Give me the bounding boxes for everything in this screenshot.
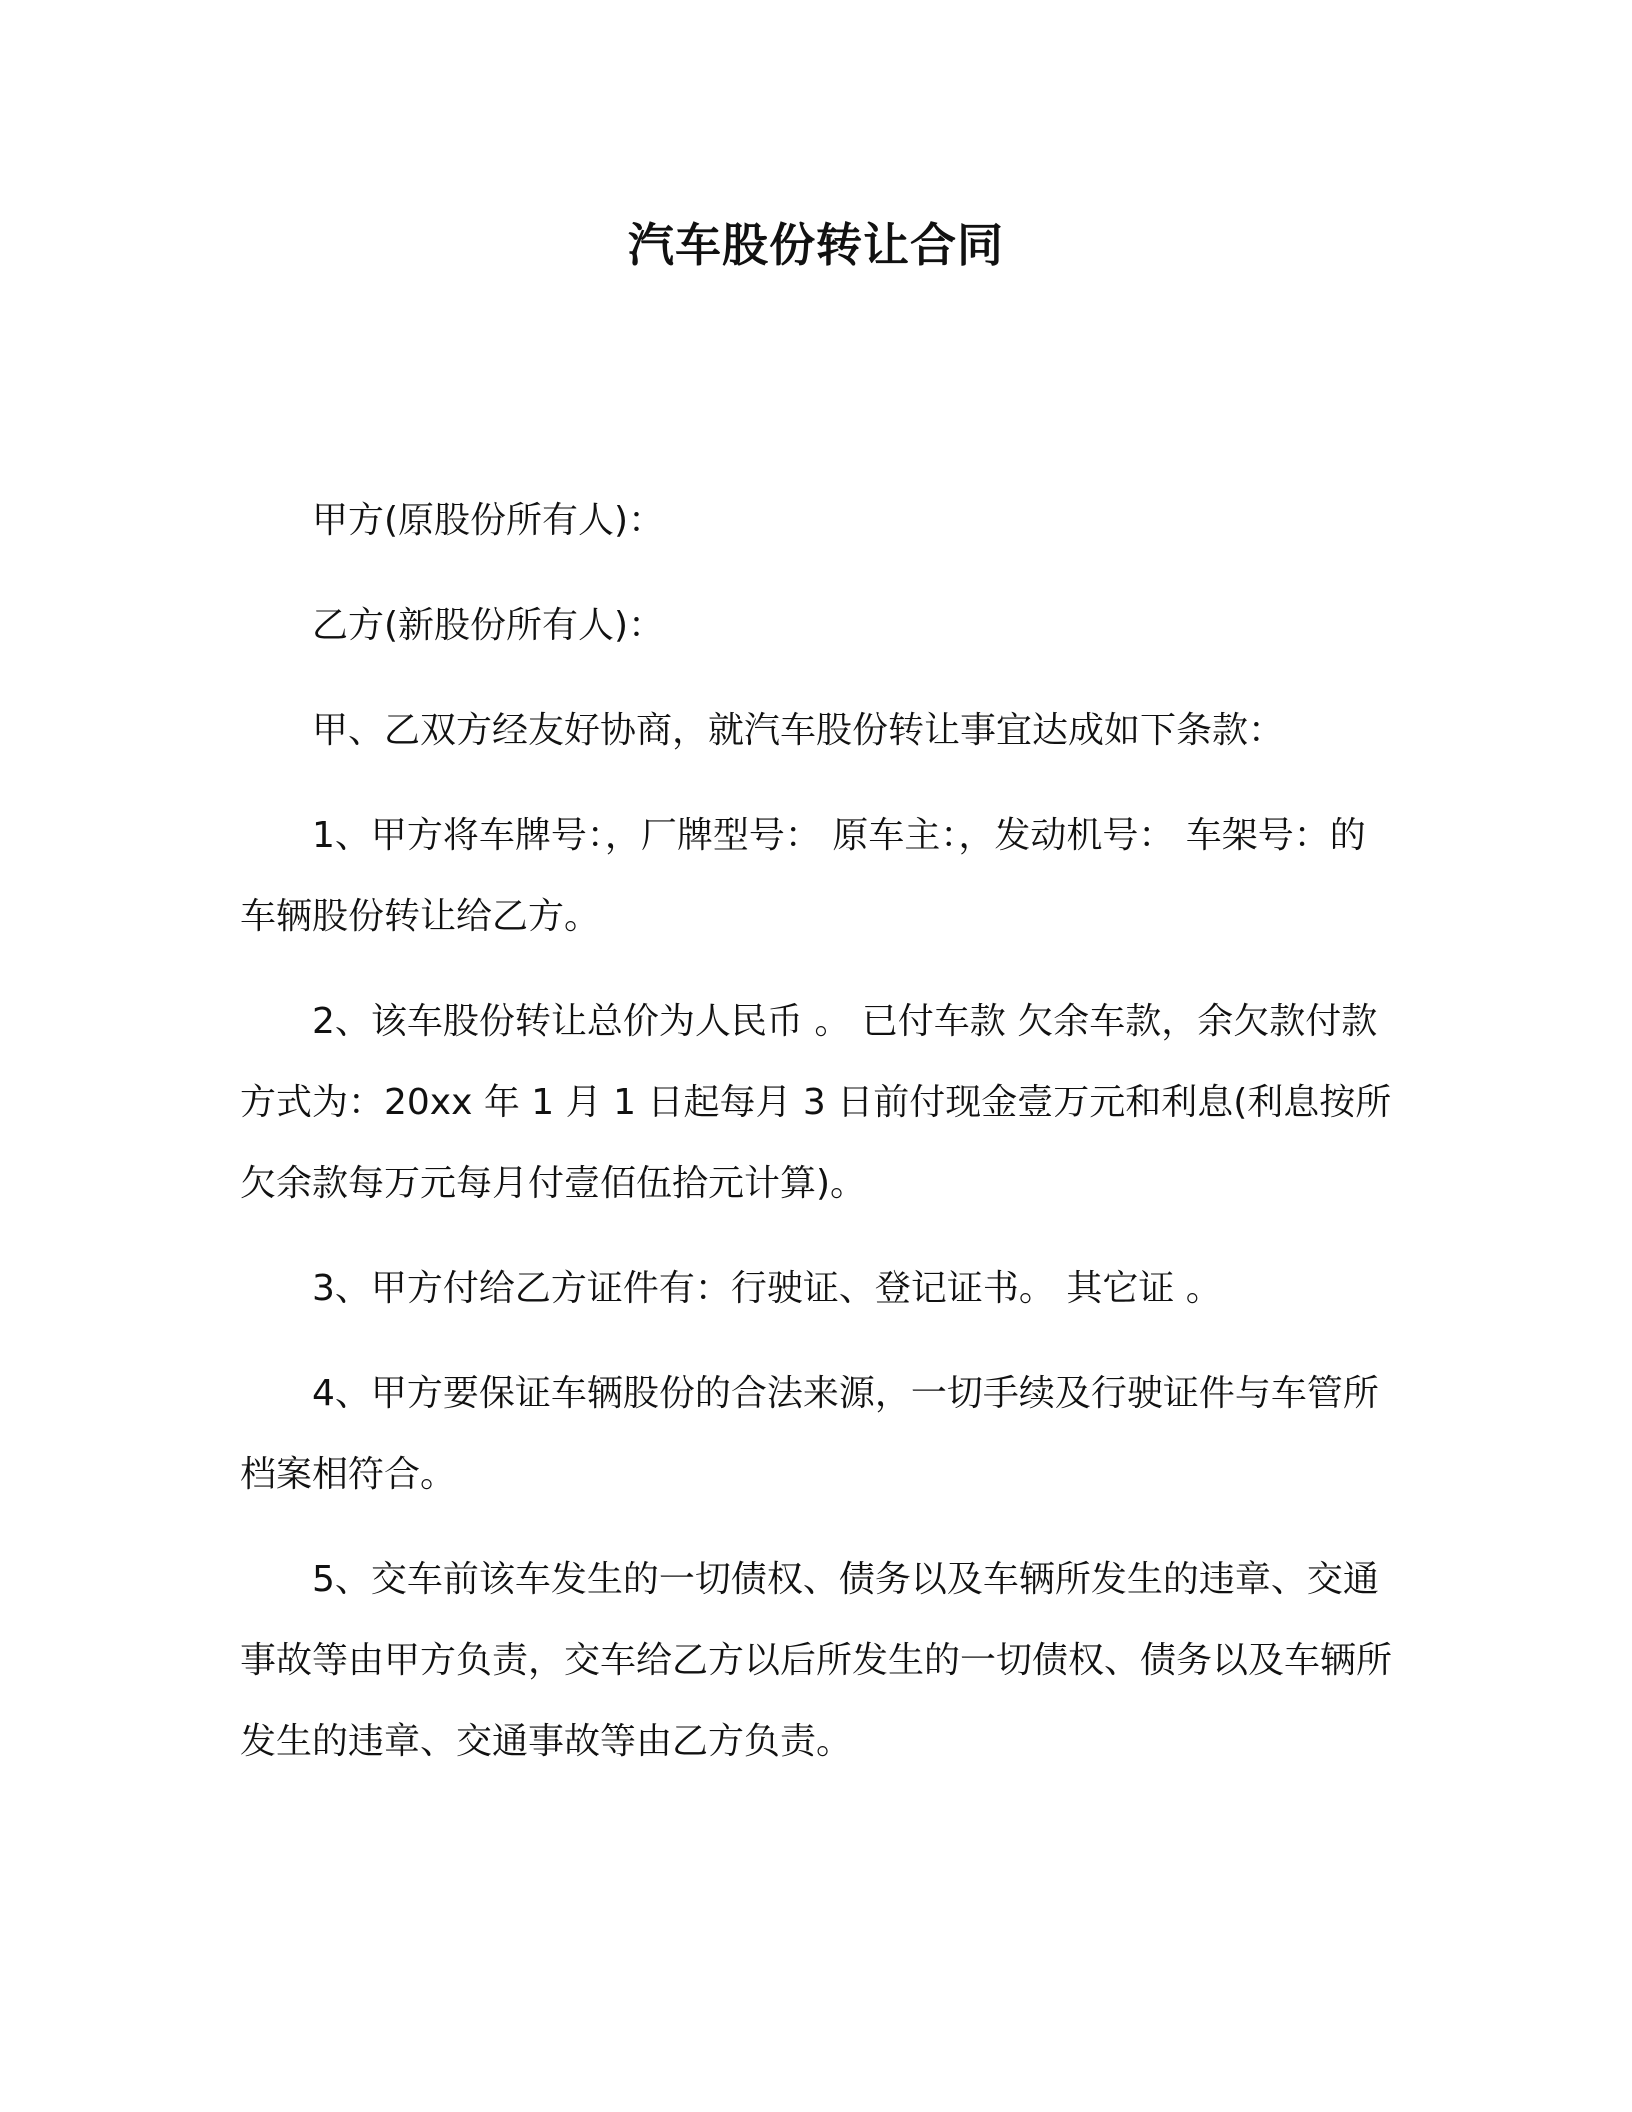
document-body [240,480,1400,1806]
intro-paragraph: 甲、乙双方经友好协商，就汽车股份转让事宜达成如下条款： [312,710,1285,751]
clause-1: 1、甲方将车牌号：，厂牌型号： 原车主：，发动机号： 车架号：的车辆股份转让给乙方。 [240,815,1366,937]
clause-2: 2、该车股份转让总价为人民币 。 已付车款 欠余车款，余欠款付款方式为：20xx 年 1 月 1 日起每月 3 日前付现金壹万元和利息(利息按所欠余款每万元每月付壹佰伍拾元计算)。 [240,1001,1392,1204]
clause-4: 4、甲方要保证车辆股份的合法来源，一切手续及行驶证件与车管所档案相符合。 [240,1373,1379,1495]
clause-5: 5、交车前该车发生的一切债权、债务以及车辆所发生的违章、交通事故等由甲方负责，交车给乙方以后所发生的一切债权、债务以及车辆所发生的违章、交通事故等由乙方负责。 [240,1559,1393,1762]
party-b-line: 乙方(新股份所有人)： [312,605,665,646]
document-title: 汽车股份转让合同 [628,218,1004,272]
clause-3: 3、甲方付给乙方证件有：行驶证、登记证书。 其它证 。 [312,1268,1222,1309]
party-a-line: 甲方(原股份所有人)： [312,500,665,541]
